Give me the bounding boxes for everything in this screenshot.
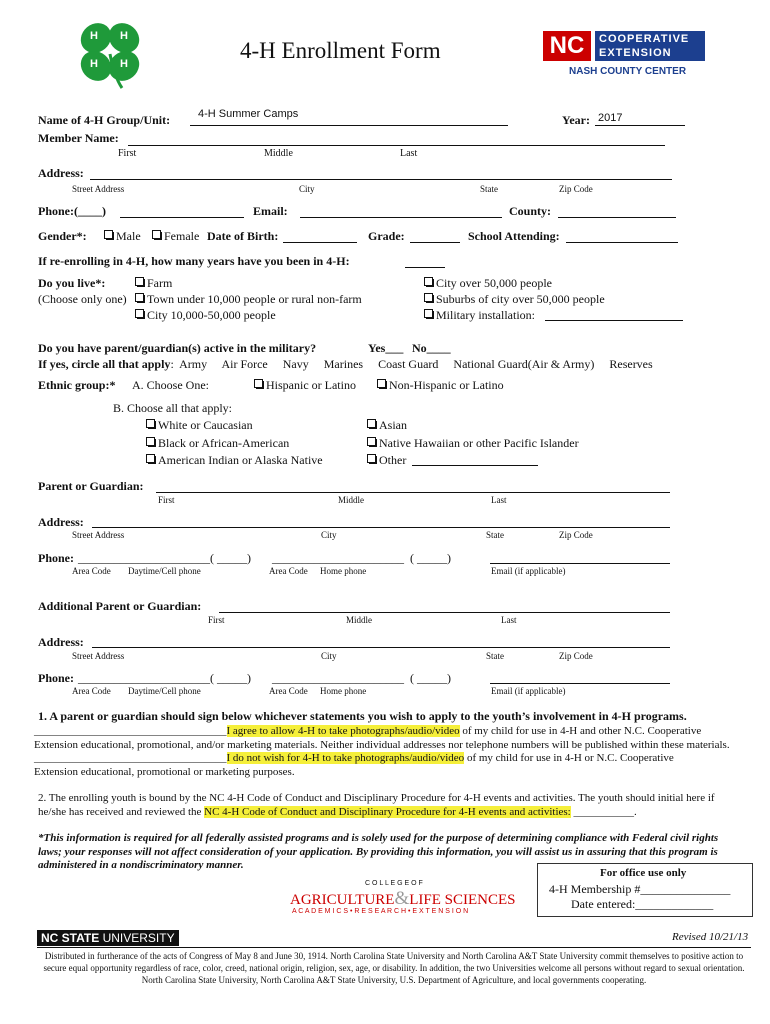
parent2-address-label: Address:	[38, 635, 84, 649]
email-label: Email:	[253, 204, 288, 218]
photo-consent-agree-text: Extension educational, promotional, and/or marketing materials. Neither individual addresses nor telephone numbers will be published within these materials.	[34, 739, 730, 751]
sub-area-code: Area Code	[72, 566, 111, 576]
checkbox-icon	[135, 293, 144, 302]
sub-state: State	[486, 651, 504, 661]
office-use-box	[537, 863, 753, 917]
sub-area-code: Area Code	[72, 686, 111, 696]
sub-street: Street Address	[72, 530, 125, 540]
male-option[interactable]: Male	[104, 229, 141, 244]
member-name-label: Member Name:	[38, 131, 119, 145]
sub-middle: Middle	[264, 148, 293, 159]
cals-logo	[290, 880, 516, 920]
page-title: 4-H Enrollment Form	[240, 38, 441, 63]
live-option[interactable]: Suburbs of city over 50,000 people	[424, 292, 605, 307]
phone-field[interactable]	[120, 217, 244, 218]
dob-label: Date of Birth:	[207, 229, 279, 243]
ethnic-b-option[interactable]: Black or African-American	[146, 436, 289, 451]
military-yes[interactable]: Yes___	[368, 341, 404, 355]
checkbox-icon	[424, 277, 433, 286]
group-label: Name of 4-H Group/Unit:	[38, 113, 171, 127]
checkbox-icon	[104, 230, 113, 239]
ethnic-b-option[interactable]: Asian	[367, 418, 407, 433]
photo-consent-disagree-text: Extension educational, promotional or marketing purposes.	[34, 766, 295, 778]
college-of: C O L L E G E O F	[365, 880, 423, 887]
ethnic-b-option[interactable]: American Indian or Alaska Native	[146, 453, 323, 468]
sub-state: State	[480, 184, 498, 194]
sub-first: First	[158, 495, 175, 505]
checkbox-icon	[424, 309, 433, 318]
sub-last: Last	[501, 615, 517, 625]
grade-field[interactable]	[410, 242, 460, 243]
year-label: Year:	[562, 113, 590, 127]
statement1-heading: 1. A parent or guardian should sign below whichever statements you wish to apply to the youth’s involvement in 4-H programs.	[38, 709, 687, 723]
parent-phone-label: Phone:	[38, 551, 74, 565]
clover-letter: H	[120, 58, 128, 70]
phone-label: Phone:(____)	[38, 204, 106, 218]
gender-label: Gender*:	[38, 229, 87, 243]
cals-tagline: A C A D E M I C S • R E S E A R C H • E X T E N S I O N	[292, 908, 469, 915]
military-installation-field[interactable]	[545, 320, 683, 321]
sub-zip: Zip Code	[559, 184, 593, 194]
date-entered-field[interactable]: Date entered:_____________	[571, 897, 714, 911]
sub-home-phone: Home phone	[320, 566, 367, 576]
female-option[interactable]: Female	[152, 229, 199, 244]
sub-area-code: Area Code	[269, 566, 308, 576]
sub-city: City	[321, 530, 337, 540]
sub-middle: Middle	[338, 495, 364, 505]
sub-street: Street Address	[72, 651, 125, 661]
sub-city: City	[299, 184, 315, 194]
sub-zip: Zip Code	[559, 530, 593, 540]
statement2-line1: 2. The enrolling youth is bound by the NC 4-H Code of Conduct and Disciplinary Procedure for 4-H events and activities. The youth should initial here if	[38, 792, 715, 804]
parent-address-field[interactable]	[92, 527, 670, 528]
address-label: Address:	[38, 166, 84, 180]
military-no[interactable]: No____	[412, 341, 451, 355]
live-option[interactable]: Military installation:	[424, 308, 535, 323]
footer-text: Distributed in furtherance of the acts of Congress of May 8 and June 30, 1914. North Carolina State University and North Carolina A&T State University commit themselves to positive action to secure equal opportunity regardless of race, color, creed, national origin, religion, sex, age, or disability. In addition, the two Universities welcome all persons without regard to sexual orientation. North Carolina State University, North Carolina A&T State University, U.S. Department of Agriculture, and local governments cooperating.	[43, 951, 745, 985]
clover-letter: H	[90, 30, 98, 42]
ethnic-b-label: B. Choose all that apply:	[113, 401, 232, 415]
sub-daytime: Daytime/Cell phone	[128, 566, 201, 576]
checkbox-icon	[146, 419, 155, 428]
group-input[interactable]: 4-H Summer Camps	[198, 108, 299, 120]
parent2-phone-field-1[interactable]: ______________________( _____)	[78, 671, 251, 685]
checkbox-icon	[367, 437, 376, 446]
military-circle-row: If yes, circle all that apply: Army Air Force Navy Marines Coast Guard National Guard(Air & Army) Reserves	[38, 357, 653, 371]
sub-email: Email (if applicable)	[491, 686, 566, 696]
clover-letter: H	[120, 30, 128, 42]
sub-last: Last	[400, 148, 418, 159]
sub-middle: Middle	[346, 615, 372, 625]
live-option[interactable]: City 10,000-50,000 people	[135, 308, 276, 323]
live-option[interactable]: Farm	[135, 276, 172, 291]
ethnic-b-option[interactable]: Native Hawaiian or other Pacific Islander	[367, 436, 579, 451]
parent2-phone-field-2[interactable]: ______________________ ( _____)	[272, 671, 451, 685]
live-option[interactable]: City over 50,000 people	[424, 276, 552, 291]
military-branches[interactable]: Army Air Force Navy Marines Coast Guard National Guard(Air & Army) Reserves	[179, 357, 653, 371]
ethnic-b-option[interactable]: Other	[367, 453, 406, 468]
grade-label: Grade:	[368, 229, 405, 243]
school-label: School Attending:	[468, 229, 560, 243]
county-label: County:	[509, 204, 552, 218]
ethnic-other-field[interactable]	[412, 465, 538, 466]
parent-label: Parent or Guardian:	[38, 479, 144, 493]
sub-street: Street Address	[72, 184, 125, 194]
photo-consent-disagree[interactable]: ___________________________________I do not wish for 4-H to take photographs/audio/video of my child for use in 4-H or N.C. Cooperative	[34, 752, 674, 764]
checkbox-icon	[254, 379, 263, 388]
sub-email: Email (if applicable)	[491, 566, 566, 576]
ethnic-b-option[interactable]: White or Caucasian	[146, 418, 253, 433]
checkbox-icon	[146, 437, 155, 446]
ethnic-label: Ethnic group:*	[38, 378, 116, 392]
nc-mark: NC	[543, 31, 591, 61]
checkbox-icon	[367, 454, 376, 463]
checkbox-icon	[377, 379, 386, 388]
extension-text: COOPERATIVE EXTENSION	[595, 31, 705, 61]
parent2-label: Additional Parent or Guardian:	[38, 599, 202, 613]
parent-name-field[interactable]	[156, 492, 670, 493]
school-field[interactable]	[566, 242, 678, 243]
checkbox-icon	[146, 454, 155, 463]
sub-state: State	[486, 530, 504, 540]
parent-phone-field-2[interactable]: ______________________ ( _____)	[272, 551, 451, 565]
parent2-phone-label: Phone:	[38, 671, 74, 685]
county-field[interactable]	[558, 217, 676, 218]
sub-daytime: Daytime/Cell phone	[128, 686, 201, 696]
parent-address-label: Address:	[38, 515, 84, 529]
checkbox-icon	[367, 419, 376, 428]
parent-email-field[interactable]	[490, 563, 670, 564]
checkbox-icon	[152, 230, 161, 239]
sub-area-code: Area Code	[269, 686, 308, 696]
ethnic-a-option[interactable]: Non-Hispanic or Latino	[377, 378, 504, 393]
parent2-address-field[interactable]	[92, 647, 670, 648]
year-value[interactable]: 2017	[598, 112, 623, 124]
sub-zip: Zip Code	[559, 651, 593, 661]
ethnic-a-option[interactable]: Hispanic or Latino	[254, 378, 356, 393]
dob-field[interactable]	[283, 242, 357, 243]
address-field[interactable]	[90, 179, 672, 180]
checkbox-icon	[135, 277, 144, 286]
sub-home-phone: Home phone	[320, 686, 367, 696]
clover-letter: H	[90, 58, 98, 70]
sub-last: Last	[491, 495, 507, 505]
ethnic-a-label: A. Choose One:	[132, 378, 209, 392]
live-option[interactable]: Town under 10,000 people or rural non-farm	[135, 292, 362, 307]
reenroll-label: If re-enrolling in 4-H, how many years have you been in 4-H:	[38, 254, 350, 268]
email-field[interactable]	[300, 217, 502, 218]
photo-consent-agree[interactable]: ___________________________________I agree to allow 4-H to take photographs/audio/video of my child for use in 4-H and other N.C. Cooperative	[34, 725, 702, 737]
reenroll-field[interactable]	[405, 267, 445, 268]
checkbox-icon	[135, 309, 144, 318]
disclaimer-text: *This information is required for all federally assisted programs and is solely used for the purpose of determining compliance with Federal civil rights laws; your responses will not affect consideration of your application. By providing this information, you will assist us in assuring that this program is administered in a nondiscriminatory manner.	[38, 832, 719, 871]
nash-county-center: NASH COUNTY CENTER	[569, 66, 687, 77]
nc-extension-logo	[543, 31, 711, 79]
parent2-email-field[interactable]	[490, 683, 670, 684]
live-label: Do you live*:	[38, 276, 106, 290]
member-name-field[interactable]	[128, 145, 665, 146]
parent-phone-field-1[interactable]: ______________________( _____)	[78, 551, 251, 565]
sub-first: First	[208, 615, 225, 625]
office-title: For office use only	[600, 867, 687, 879]
cals-name: AGRICULTURE&LIFE SCIENCES	[290, 888, 516, 909]
military-question: Do you have parent/guardian(s) active in the military?	[38, 341, 317, 355]
membership-field[interactable]: 4-H Membership #_______________	[549, 882, 731, 896]
checkbox-icon	[424, 293, 433, 302]
revised-date: Revised 10/21/13	[672, 931, 749, 943]
sub-first: First	[118, 148, 137, 159]
4h-clover-logo	[66, 14, 156, 94]
parent2-name-field[interactable]	[219, 612, 670, 613]
ncsu-logo: NC STATE UNIVERSITY	[37, 930, 179, 946]
live-sublabel: (Choose only one)	[38, 292, 127, 306]
sub-city: City	[321, 651, 337, 661]
statement2-line2[interactable]: he/she has received and reviewed the NC 4-H Code of Conduct and Disciplinary Procedure for 4-H events and activities: ___________.	[38, 806, 637, 818]
